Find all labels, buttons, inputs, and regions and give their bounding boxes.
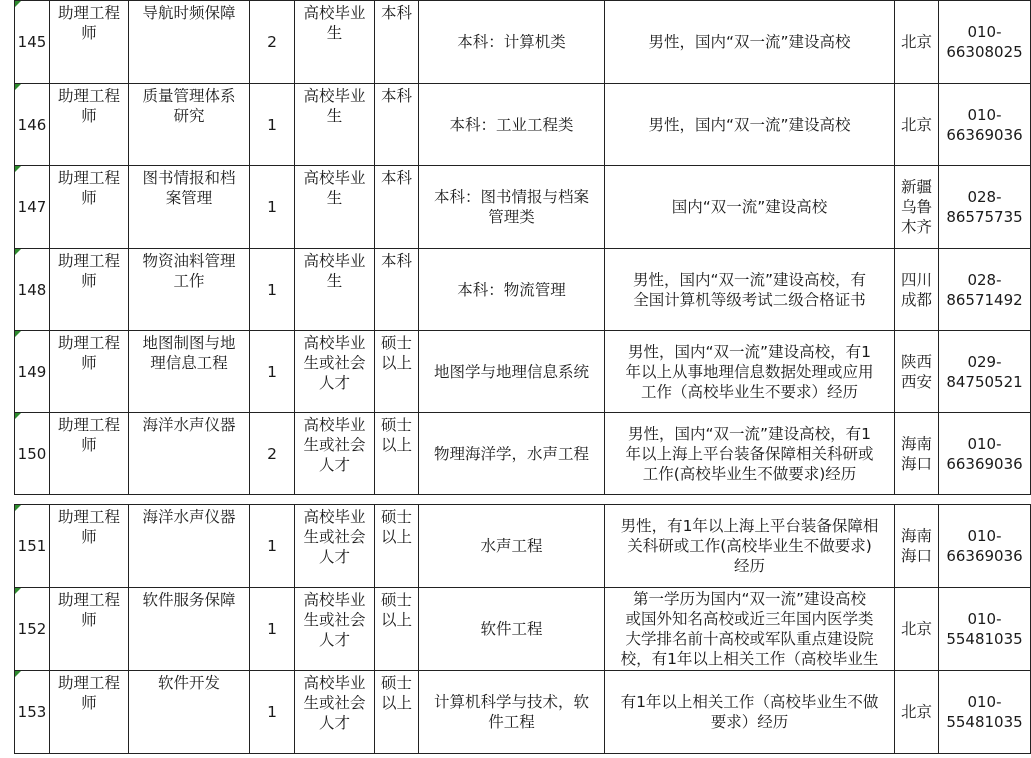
position-name-cell: 物资油料管理 工作 [129, 249, 250, 331]
hiring-count-cell: 1 [250, 331, 295, 413]
major-requirement-cell: 本科：计算机类 [419, 1, 605, 84]
position-name-cell: 导航时频保障 [129, 1, 250, 84]
row-number-cell: 147 [15, 166, 50, 249]
job-title-cell: 助理工程 师 [50, 166, 129, 249]
position-name-cell: 软件开发 [129, 671, 250, 754]
row-number-cell: 149 [15, 331, 50, 413]
table-body-2 [15, 505, 1031, 754]
table-row [15, 671, 1031, 754]
table-row [15, 505, 1031, 588]
position-name-cell: 图书情报和档 案管理 [129, 166, 250, 249]
contact-phone-cell: 010- 55481035 [939, 671, 1031, 754]
table-row [15, 331, 1031, 413]
major-requirement-cell: 软件工程 [419, 588, 605, 671]
hiring-count-cell: 2 [250, 1, 295, 84]
table-row [15, 84, 1031, 166]
row-number-cell: 151 [15, 505, 50, 588]
work-location-cell: 北京 [895, 588, 939, 671]
major-requirement-cell: 地图学与地理信息系统 [419, 331, 605, 413]
contact-phone-cell: 028- 86571492 [939, 249, 1031, 331]
contact-phone-cell: 029- 84750521 [939, 331, 1031, 413]
work-location-cell: 陕西 西安 [895, 331, 939, 413]
contact-phone-cell: 010- 55481035 [939, 588, 1031, 671]
other-requirements-cell: 男性，国内“双一流”建设高校 [605, 84, 895, 166]
job-title-cell: 助理工程 师 [50, 249, 129, 331]
table-row [15, 249, 1031, 331]
candidate-source-cell: 高校毕业 生或社会 人才 [295, 413, 375, 495]
table-block-2 [14, 504, 1030, 754]
row-number-cell: 145 [15, 1, 50, 84]
other-requirements-cell: 有1年以上相关工作（高校毕业生不做 要求）经历 [605, 671, 895, 754]
position-name-cell: 质量管理体系 研究 [129, 84, 250, 166]
job-title-cell: 助理工程 师 [50, 84, 129, 166]
job-title-cell: 助理工程 师 [50, 331, 129, 413]
job-table-1 [14, 0, 1031, 495]
candidate-source-cell: 高校毕业 生 [295, 1, 375, 84]
major-requirement-cell: 水声工程 [419, 505, 605, 588]
major-requirement-cell: 本科：物流管理 [419, 249, 605, 331]
table-row [15, 588, 1031, 671]
education-level-cell: 硕士 以上 [375, 505, 419, 588]
table-row [15, 1, 1031, 84]
work-location-cell: 新疆 乌鲁 木齐 [895, 166, 939, 249]
work-location-cell: 海南 海口 [895, 505, 939, 588]
candidate-source-cell: 高校毕业 生或社会 人才 [295, 331, 375, 413]
row-number-cell: 153 [15, 671, 50, 754]
hiring-count-cell: 1 [250, 588, 295, 671]
candidate-source-cell: 高校毕业 生 [295, 249, 375, 331]
job-title-cell: 助理工程 师 [50, 413, 129, 495]
job-title-cell: 助理工程 师 [50, 505, 129, 588]
education-level-cell: 本科 [375, 249, 419, 331]
candidate-source-cell: 高校毕业 生或社会 人才 [295, 588, 375, 671]
table-block-1 [14, 0, 1030, 495]
row-number-cell: 150 [15, 413, 50, 495]
row-number-cell: 148 [15, 249, 50, 331]
work-location-cell: 北京 [895, 1, 939, 84]
candidate-source-cell: 高校毕业 生 [295, 166, 375, 249]
job-table-2 [14, 504, 1031, 754]
position-name-cell: 地图制图与地 理信息工程 [129, 331, 250, 413]
education-level-cell: 硕士 以上 [375, 331, 419, 413]
position-name-cell: 海洋水声仪器 [129, 413, 250, 495]
work-location-cell: 北京 [895, 671, 939, 754]
education-level-cell: 硕士 以上 [375, 588, 419, 671]
other-requirements-cell: 男性，国内“双一流”建设高校 [605, 1, 895, 84]
hiring-count-cell: 1 [250, 249, 295, 331]
other-requirements-cell: 国内“双一流”建设高校 [605, 166, 895, 249]
education-level-cell: 硕士 以上 [375, 671, 419, 754]
table-body-1 [15, 1, 1031, 495]
hiring-count-cell: 1 [250, 84, 295, 166]
hiring-count-cell: 1 [250, 166, 295, 249]
education-level-cell: 本科 [375, 84, 419, 166]
contact-phone-cell: 010- 66369036 [939, 413, 1031, 495]
contact-phone-cell: 010- 66369036 [939, 84, 1031, 166]
table-row [15, 166, 1031, 249]
other-requirements-cell: 男性，国内“双一流”建设高校，有 全国计算机等级考试二级合格证书 [605, 249, 895, 331]
contact-phone-cell: 010- 66369036 [939, 505, 1031, 588]
hiring-count-cell: 1 [250, 505, 295, 588]
major-requirement-cell: 本科：工业工程类 [419, 84, 605, 166]
job-title-cell: 助理工程 师 [50, 671, 129, 754]
job-title-cell: 助理工程 师 [50, 1, 129, 84]
other-requirements-cell: 男性，国内“双一流”建设高校，有1 年以上海上平台装备保障相关科研或 工作(高校毕业生不做要求)经历 [605, 413, 895, 495]
contact-phone-cell: 028- 86575735 [939, 166, 1031, 249]
work-location-cell: 海南 海口 [895, 413, 939, 495]
row-number-cell: 152 [15, 588, 50, 671]
hiring-count-cell: 2 [250, 413, 295, 495]
position-name-cell: 海洋水声仪器 [129, 505, 250, 588]
candidate-source-cell: 高校毕业 生或社会 人才 [295, 671, 375, 754]
table-row [15, 413, 1031, 495]
major-requirement-cell: 物理海洋学，水声工程 [419, 413, 605, 495]
other-requirements-cell: 第一学历为国内“双一流”建设高校 或国外知名高校或近三年国内医学类 大学排名前十高校或军队重点建设院 校，有1年以上相关工作（高校毕业生 [605, 588, 895, 671]
candidate-source-cell: 高校毕业 生或社会 人才 [295, 505, 375, 588]
work-location-cell: 北京 [895, 84, 939, 166]
position-name-cell: 软件服务保障 [129, 588, 250, 671]
other-requirements-cell: 男性，有1年以上海上平台装备保障相 关科研或工作(高校毕业生不做要求) 经历 [605, 505, 895, 588]
hiring-count-cell: 1 [250, 671, 295, 754]
work-location-cell: 四川 成都 [895, 249, 939, 331]
other-requirements-cell: 男性，国内“双一流”建设高校，有1 年以上从事地理信息数据处理或应用 工作（高校毕业生不要求）经历 [605, 331, 895, 413]
major-requirement-cell: 本科：图书情报与档案 管理类 [419, 166, 605, 249]
education-level-cell: 本科 [375, 166, 419, 249]
education-level-cell: 硕士 以上 [375, 413, 419, 495]
major-requirement-cell: 计算机科学与技术，软 件工程 [419, 671, 605, 754]
job-title-cell: 助理工程 师 [50, 588, 129, 671]
contact-phone-cell: 010- 66308025 [939, 1, 1031, 84]
education-level-cell: 本科 [375, 1, 419, 84]
row-number-cell: 146 [15, 84, 50, 166]
candidate-source-cell: 高校毕业 生 [295, 84, 375, 166]
